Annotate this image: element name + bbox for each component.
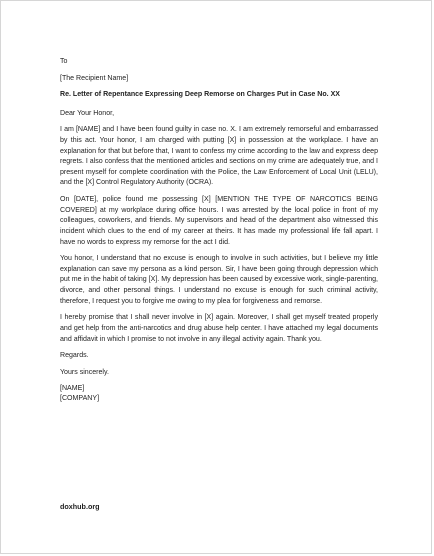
- paragraph-promise: I hereby promise that I shall never involve in [X] again. Moreover, I shall get myself treated properly and get help from the anti-narcotics and drug abuse help center. I have attached my legal documents and affidavit in which I promise to not involve in any illegal activity again. Thank you.: [60, 314, 378, 343]
- sender-name: [NAME]: [60, 384, 85, 392]
- letter-body: [60, 57, 378, 405]
- closing: Yours sincerely.: [60, 369, 109, 376]
- sender-company: [COMPANY]: [60, 395, 100, 403]
- salutation: Dear Your Honor,: [60, 109, 115, 117]
- regards: Regards.: [60, 352, 89, 360]
- to-label: To: [60, 58, 68, 65]
- recipient-name: [The Recipient Name]: [60, 74, 129, 82]
- paragraph-incident: On [DATE], police found me possessing [X] [MENTION THE TYPE OF NARCOTICS BEING COVERED] at my workplace during office hours. I was arrested by the local police in front of my colleagues, coworkers, and friends. My supervisors and head of the department also witnessed this incident which clues to the end of my career at theirs. It has made my professional life fall apart. I have no words to express my remorse for the act I did.: [60, 196, 378, 246]
- letter-subject: Re. Letter of Repentance Expressing Deep Remorse on Charges Put in Case No. XX: [60, 91, 340, 99]
- watermark-brand: doxhub.org: [60, 502, 100, 511]
- paragraph-confession: I am [NAME] and I have been found guilty in case no. X. I am extremely remorseful and embarrassed by this act. Your honor, I am charged with putting [X] in possession at the workplace. I have an explanation for that but before that, I want to confess my crime according to the law and express deep regrets. I also confess that the mentioned articles and sections on my crime are adequately true, and I present myself for complete coordination with the Police, the Law Enforcement of Local Unit (LELU), and the [X] Control Regulatory Authority (OCRA).: [60, 126, 378, 187]
- paragraph-explanation: You honor, I understand that no excuse is enough to involve in such activities, but I believe my little explanation can save my persona as a kind person. Sir, I have been going through depression which put me in the habit of taking [X]. My depression has been caused by excessive work, single-parenting, divorce, and other personal things. I understand no excuse is enough for such criminal activity, therefore, I request you to forgive me owing to my plea for forgiveness and remorse.: [60, 255, 378, 305]
